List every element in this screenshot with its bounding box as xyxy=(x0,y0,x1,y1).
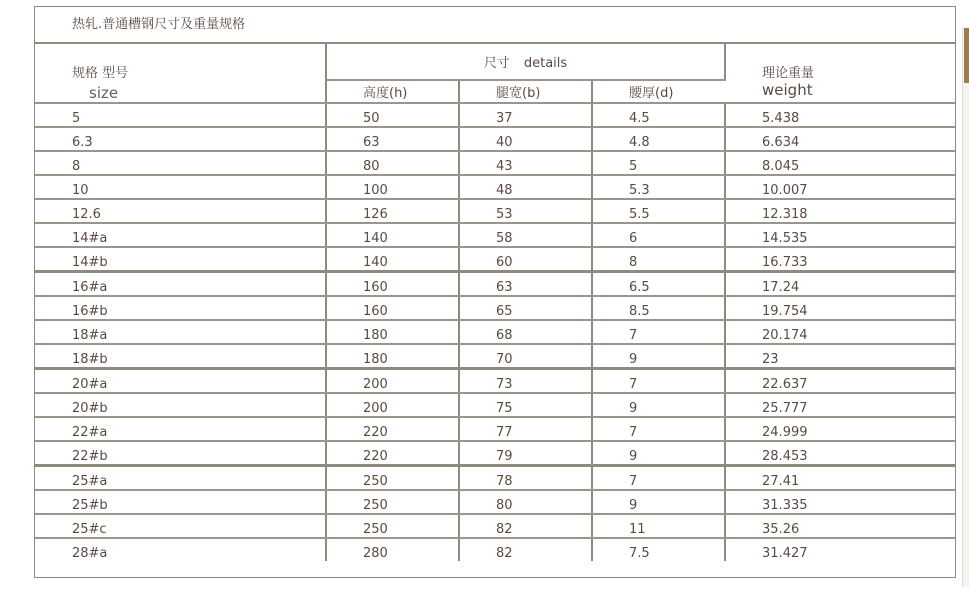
weight-cell: 25.777 xyxy=(725,393,955,417)
weight-header-zh: 理论重量 xyxy=(762,66,815,81)
table-row xyxy=(35,393,955,417)
size-cell: 22#a xyxy=(35,417,326,441)
weight-header xyxy=(725,44,955,103)
waist-thickness-header: 腰厚(d) xyxy=(592,80,725,103)
leg-width-cell: 82 xyxy=(459,514,592,538)
leg-width-cell: 80 xyxy=(459,490,592,514)
size-cell: 5 xyxy=(35,103,326,127)
details-header-en: details xyxy=(523,56,568,71)
waist-thickness-cell: 11 xyxy=(592,514,725,538)
weight-cell: 6.634 xyxy=(725,127,955,151)
height-cell: 220 xyxy=(326,417,459,441)
size-cell: 16#b xyxy=(35,296,326,320)
weight-cell: 16.733 xyxy=(725,247,955,272)
waist-thickness-cell: 4.5 xyxy=(592,103,725,127)
table-row xyxy=(35,296,955,320)
table-row xyxy=(35,151,955,175)
weight-cell: 24.999 xyxy=(725,417,955,441)
waist-thickness-cell: 6 xyxy=(592,223,725,247)
size-header-en: size xyxy=(89,84,119,102)
leg-width-cell: 58 xyxy=(459,223,592,247)
scrollbar-track[interactable] xyxy=(962,27,969,587)
height-cell: 63 xyxy=(326,127,459,151)
leg-width-cell: 79 xyxy=(459,441,592,466)
leg-width-cell: 68 xyxy=(459,320,592,344)
leg-width-cell: 75 xyxy=(459,393,592,417)
waist-thickness-cell: 9 xyxy=(592,393,725,417)
scrollbar-thumb[interactable] xyxy=(964,28,969,83)
waist-thickness-cell: 5 xyxy=(592,151,725,175)
size-cell: 22#b xyxy=(35,441,326,466)
table-row xyxy=(35,247,955,272)
weight-cell: 17.24 xyxy=(725,272,955,297)
waist-thickness-cell: 7 xyxy=(592,320,725,344)
table-row xyxy=(35,514,955,538)
waist-thickness-cell: 7 xyxy=(592,417,725,441)
leg-width-cell: 48 xyxy=(459,175,592,199)
leg-width-cell: 70 xyxy=(459,344,592,369)
height-cell: 280 xyxy=(326,538,459,561)
table-row xyxy=(35,344,955,369)
header-row xyxy=(35,44,955,80)
weight-cell: 8.045 xyxy=(725,151,955,175)
waist-thickness-cell: 8 xyxy=(592,247,725,272)
leg-width-cell: 60 xyxy=(459,247,592,272)
size-cell: 25#b xyxy=(35,490,326,514)
table-row xyxy=(35,417,955,441)
height-cell: 160 xyxy=(326,296,459,320)
table-row xyxy=(35,490,955,514)
weight-cell: 35.26 xyxy=(725,514,955,538)
waist-thickness-cell: 9 xyxy=(592,344,725,369)
weight-cell: 19.754 xyxy=(725,296,955,320)
waist-thickness-cell: 9 xyxy=(592,441,725,466)
page-title: 热轧.普通槽钢尺寸及重量规格 xyxy=(72,17,246,32)
leg-width-cell: 65 xyxy=(459,296,592,320)
size-cell: 8 xyxy=(35,151,326,175)
size-cell: 28#a xyxy=(35,538,326,561)
table-row xyxy=(35,199,955,223)
table-row xyxy=(35,369,955,394)
weight-cell: 28.453 xyxy=(725,441,955,466)
height-cell: 126 xyxy=(326,199,459,223)
height-cell: 250 xyxy=(326,514,459,538)
leg-width-cell: 40 xyxy=(459,127,592,151)
size-cell: 12.6 xyxy=(35,199,326,223)
waist-thickness-cell: 5.5 xyxy=(592,199,725,223)
weight-cell: 31.335 xyxy=(725,490,955,514)
leg-width-header: 腿宽(b) xyxy=(459,80,592,103)
table-row xyxy=(35,441,955,466)
table-row xyxy=(35,103,955,127)
spec-sheet xyxy=(34,6,956,578)
title-bar xyxy=(35,7,955,44)
size-cell: 14#b xyxy=(35,247,326,272)
height-cell: 200 xyxy=(326,369,459,394)
weight-cell: 23 xyxy=(725,344,955,369)
size-cell: 18#b xyxy=(35,344,326,369)
weight-cell: 27.41 xyxy=(725,466,955,491)
size-cell: 20#b xyxy=(35,393,326,417)
leg-width-cell: 37 xyxy=(459,103,592,127)
table-row xyxy=(35,127,955,151)
size-cell: 18#a xyxy=(35,320,326,344)
waist-thickness-cell: 7 xyxy=(592,369,725,394)
weight-cell: 22.637 xyxy=(725,369,955,394)
table-row xyxy=(35,272,955,297)
waist-thickness-cell: 9 xyxy=(592,490,725,514)
leg-width-cell: 82 xyxy=(459,538,592,561)
size-cell: 14#a xyxy=(35,223,326,247)
weight-cell: 31.427 xyxy=(762,546,808,561)
leg-width-cell: 77 xyxy=(459,417,592,441)
height-cell: 140 xyxy=(326,247,459,272)
table-row xyxy=(35,320,955,344)
height-cell: 220 xyxy=(326,441,459,466)
size-cell: 16#a xyxy=(35,272,326,297)
waist-thickness-cell: 6.5 xyxy=(592,272,725,297)
size-cell: 6.3 xyxy=(35,127,326,151)
height-cell: 100 xyxy=(326,175,459,199)
height-cell: 250 xyxy=(326,466,459,491)
table-row xyxy=(35,175,955,199)
weight-cell: 5.438 xyxy=(725,103,955,127)
leg-width-cell: 43 xyxy=(459,151,592,175)
weight-cell: 12.318 xyxy=(725,199,955,223)
leg-width-cell: 78 xyxy=(459,466,592,491)
height-cell: 160 xyxy=(326,272,459,297)
leg-width-cell: 63 xyxy=(459,272,592,297)
height-cell: 140 xyxy=(326,223,459,247)
details-header xyxy=(326,44,725,80)
waist-thickness-cell: 4.8 xyxy=(592,127,725,151)
height-cell: 250 xyxy=(326,490,459,514)
weight-header-en: weight xyxy=(762,81,813,99)
waist-thickness-cell: 7.5 xyxy=(592,538,725,561)
height-cell: 80 xyxy=(326,151,459,175)
leg-width-cell: 73 xyxy=(459,369,592,394)
height-header: 高度(h) xyxy=(326,80,459,103)
details-header-zh: 尺寸 xyxy=(483,56,510,71)
height-cell: 180 xyxy=(326,320,459,344)
waist-thickness-cell: 7 xyxy=(592,466,725,491)
leg-width-cell: 53 xyxy=(459,199,592,223)
waist-thickness-cell: 5.3 xyxy=(592,175,725,199)
spec-table xyxy=(35,44,955,561)
size-cell: 20#a xyxy=(35,369,326,394)
size-header xyxy=(35,44,326,103)
table-row xyxy=(35,538,955,561)
weight-cell: 20.174 xyxy=(725,320,955,344)
table-row xyxy=(35,466,955,491)
height-cell: 50 xyxy=(326,103,459,127)
weight-cell: 10.007 xyxy=(725,175,955,199)
height-cell: 200 xyxy=(326,393,459,417)
height-cell: 180 xyxy=(326,344,459,369)
size-cell: 25#a xyxy=(35,466,326,491)
size-cell: 25#c xyxy=(35,514,326,538)
table-row xyxy=(35,223,955,247)
size-header-zh: 规格 型号 xyxy=(72,66,129,81)
waist-thickness-cell: 8.5 xyxy=(592,296,725,320)
weight-cell: 14.535 xyxy=(725,223,955,247)
size-cell: 10 xyxy=(35,175,326,199)
